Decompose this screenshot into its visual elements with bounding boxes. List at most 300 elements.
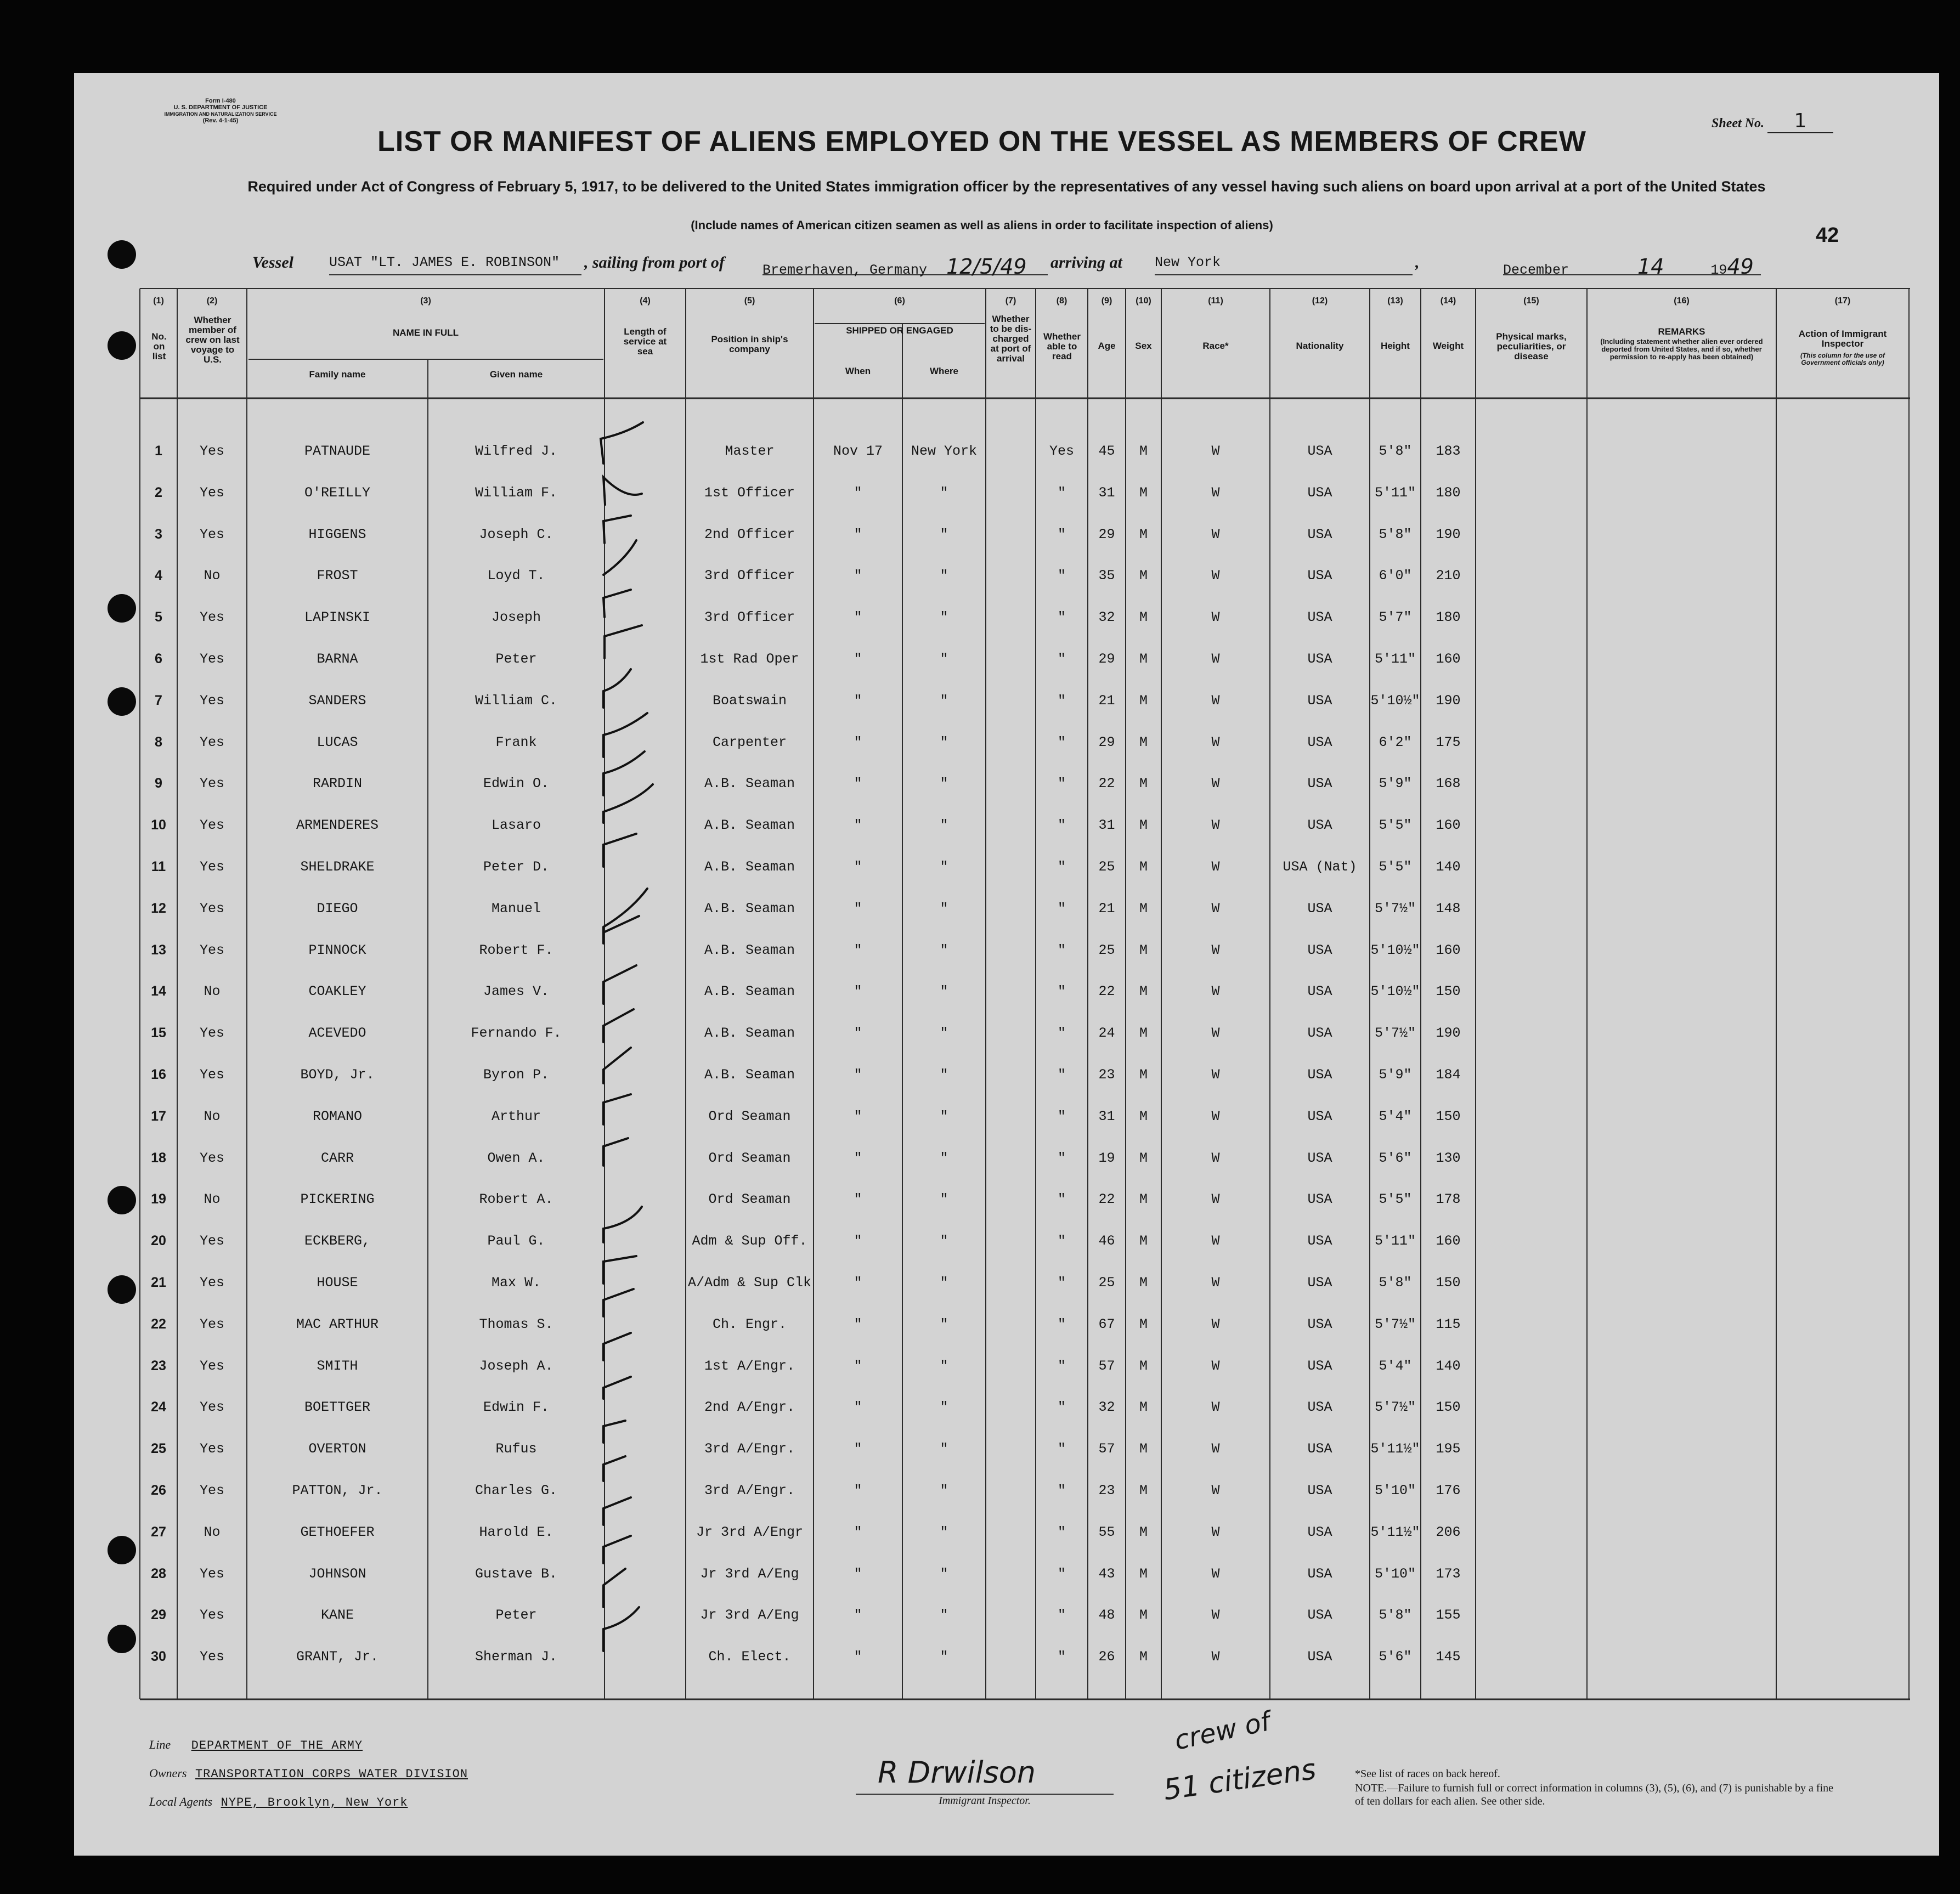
given-name: Wilfred J. <box>475 443 558 459</box>
sex: M <box>1139 1316 1148 1332</box>
shipped-where: " <box>940 1483 948 1499</box>
row-number: 12 <box>151 900 166 916</box>
family-name: HOUSE <box>317 1275 358 1291</box>
position: Carpenter <box>712 734 787 750</box>
given-name: Joseph <box>491 609 541 626</box>
family-name: PATTON, Jr. <box>292 1483 383 1499</box>
handwritten-crew-of: crew of <box>1172 1706 1273 1756</box>
race: W <box>1211 484 1220 501</box>
shipped-where: " <box>940 1150 948 1166</box>
weight: 160 <box>1436 817 1461 834</box>
weight: 183 <box>1436 443 1461 459</box>
nationality: USA <box>1307 651 1332 667</box>
nationality: USA <box>1307 900 1332 917</box>
col-num-14: (14) <box>1440 296 1456 306</box>
height: 5'9" <box>1379 776 1412 792</box>
able-to-read: " <box>1057 1649 1066 1665</box>
shipped-where: " <box>940 1316 948 1332</box>
height: 5'7½" <box>1374 1399 1416 1416</box>
age: 32 <box>1098 609 1115 626</box>
arrival-port: New York <box>1155 255 1413 275</box>
races-note: *See list of races on back hereof. <box>1355 1768 1500 1780</box>
shipped-where: " <box>940 734 948 750</box>
family-name: OVERTON <box>308 1441 366 1457</box>
row-number: 27 <box>151 1524 166 1540</box>
header-height: Height <box>1381 341 1410 351</box>
height: 5'11½" <box>1370 1441 1420 1457</box>
weight: 148 <box>1436 900 1461 917</box>
header-given-name: Given name <box>489 369 543 380</box>
sex: M <box>1139 900 1148 917</box>
given-name: Max W. <box>491 1275 541 1291</box>
weight: 140 <box>1436 859 1461 875</box>
shipped-when: " <box>854 609 862 626</box>
given-name: Charles G. <box>475 1483 558 1499</box>
family-name: GETHOEFER <box>300 1524 375 1540</box>
race: W <box>1211 1067 1220 1083</box>
shipped-where: " <box>940 568 948 584</box>
sex: M <box>1139 651 1148 667</box>
col-num-9: (9) <box>1101 296 1112 306</box>
race: W <box>1211 609 1220 626</box>
given-name: Fernando F. <box>471 1025 562 1042</box>
crew-last-voyage: No <box>204 568 221 584</box>
height: 5'10½" <box>1370 942 1420 958</box>
shipped-where: " <box>940 1191 948 1208</box>
position: A.B. Seaman <box>704 900 795 917</box>
position: 3rd A/Engr. <box>704 1441 795 1457</box>
sex: M <box>1139 1233 1148 1250</box>
weight: 130 <box>1436 1150 1461 1166</box>
height: 6'2" <box>1379 734 1412 750</box>
revision: (Rev. 4-1-45) <box>202 117 239 124</box>
able-to-read: " <box>1057 1025 1066 1042</box>
header-remarks: REMARKS <box>1658 326 1705 337</box>
row-number: 21 <box>151 1275 166 1290</box>
row-number: 4 <box>155 568 162 584</box>
crew-last-voyage: Yes <box>199 1025 224 1042</box>
able-to-read: " <box>1057 1607 1066 1624</box>
crew-last-voyage: Yes <box>199 1358 224 1374</box>
family-name: CARR <box>320 1150 354 1166</box>
sex: M <box>1139 1358 1148 1374</box>
shipped-when: " <box>854 1483 862 1499</box>
family-name: JOHNSON <box>308 1565 366 1582</box>
position: Ord Seaman <box>708 1108 791 1124</box>
line-value: DEPARTMENT OF THE ARMY <box>191 1739 363 1752</box>
header-where: Where <box>930 366 958 376</box>
family-name: BOETTGER <box>304 1399 371 1416</box>
given-name: Rufus <box>495 1441 537 1457</box>
handwritten-citizens: 51 citizens <box>1161 1752 1318 1807</box>
position: 2nd A/Engr. <box>704 1399 795 1416</box>
col-num-7: (7) <box>1005 296 1016 306</box>
owners-label: Owners <box>149 1766 187 1780</box>
inspector-label: Immigrant Inspector. <box>856 1794 1114 1807</box>
shipped-when: " <box>854 1316 862 1332</box>
row-number: 20 <box>151 1233 166 1249</box>
age: 57 <box>1098 1441 1115 1457</box>
age: 48 <box>1098 1607 1115 1624</box>
position: A.B. Seaman <box>704 817 795 834</box>
position: Adm & Sup Off. <box>692 1233 807 1250</box>
sex: M <box>1139 734 1148 750</box>
age: 22 <box>1098 1191 1115 1208</box>
row-number: 11 <box>151 859 166 874</box>
family-name: SHELDRAKE <box>300 859 375 875</box>
header-family-name: Family name <box>309 369 366 380</box>
race: W <box>1211 568 1220 584</box>
header-remarks-note: (Including statement whether alien ever ordered deported from United States, and if so, whether permission to re-apply has been obtained) <box>1600 337 1763 361</box>
shipped-when: " <box>854 568 862 584</box>
row-number: 16 <box>151 1067 166 1082</box>
age: 22 <box>1098 983 1115 1000</box>
given-name: Robert A. <box>479 1191 553 1208</box>
race: W <box>1211 1441 1220 1457</box>
shipped-when: " <box>854 1524 862 1540</box>
sex: M <box>1139 692 1148 709</box>
position: Jr 3rd A/Engr <box>696 1524 804 1540</box>
row-number: 28 <box>151 1565 166 1581</box>
able-to-read: " <box>1057 942 1066 958</box>
able-to-read: " <box>1057 900 1066 917</box>
row-number: 13 <box>151 942 166 958</box>
family-name: HIGGENS <box>308 526 366 542</box>
sheet-label: Sheet No. <box>1712 116 1764 131</box>
weight: 145 <box>1436 1649 1461 1665</box>
nationality: USA <box>1307 1233 1332 1250</box>
family-name: PATNAUDE <box>304 443 371 459</box>
shipped-when: " <box>854 1649 862 1665</box>
row-number: 26 <box>151 1483 166 1498</box>
sex: M <box>1139 1108 1148 1124</box>
line-label: Line <box>149 1738 171 1751</box>
height: 5'10½" <box>1370 983 1420 1000</box>
given-name: Peter D. <box>483 859 550 875</box>
family-name: MAC ARTHUR <box>296 1316 379 1332</box>
crew-last-voyage: Yes <box>199 443 224 459</box>
position: 3rd Officer <box>704 568 795 584</box>
able-to-read: " <box>1057 817 1066 834</box>
row-number: 9 <box>155 776 162 791</box>
crew-last-voyage: Yes <box>199 526 224 542</box>
nationality: USA <box>1307 1108 1332 1124</box>
nationality: USA <box>1307 1565 1332 1582</box>
header-action-inspector: Action of Immigrant Inspector <box>1798 329 1887 349</box>
able-to-read: " <box>1057 1524 1066 1540</box>
able-to-read: " <box>1057 734 1066 750</box>
sex: M <box>1139 817 1148 834</box>
penalty-note: NOTE.—Failure to furnish full or correct information in columns (3), (5), (6), and (7) is punishable by a fine of ten dollars for each alien. See other side. <box>1355 1782 1834 1807</box>
race: W <box>1211 900 1220 917</box>
nationality: USA <box>1307 1067 1332 1083</box>
family-name: COAKLEY <box>308 983 366 1000</box>
nationality: USA <box>1307 443 1332 459</box>
crew-last-voyage: Yes <box>199 651 224 667</box>
height: 5'5" <box>1379 1191 1412 1208</box>
crew-last-voyage: Yes <box>199 776 224 792</box>
position: 1st Officer <box>704 484 795 501</box>
shipped-when: " <box>854 776 862 792</box>
shipped-where: " <box>940 1275 948 1291</box>
weight: 190 <box>1436 1025 1461 1042</box>
able-to-read: " <box>1057 776 1066 792</box>
position: Ch. Engr. <box>712 1316 787 1332</box>
weight: 190 <box>1436 692 1461 709</box>
crew-last-voyage: No <box>204 1108 221 1124</box>
shipped-when: " <box>854 484 862 501</box>
height: 5'6" <box>1379 1150 1412 1166</box>
family-name: O'REILLY <box>304 484 371 501</box>
crew-last-voyage: Yes <box>199 484 224 501</box>
given-name: Peter <box>495 651 537 667</box>
able-to-read: " <box>1057 1399 1066 1416</box>
crew-last-voyage: Yes <box>199 1316 224 1332</box>
nationality: USA <box>1307 734 1332 750</box>
given-name: Harold E. <box>479 1524 553 1540</box>
weight: 195 <box>1436 1441 1461 1457</box>
weight: 150 <box>1436 1275 1461 1291</box>
crew-last-voyage: No <box>204 983 221 1000</box>
race: W <box>1211 443 1220 459</box>
col-num-15: (15) <box>1523 296 1539 306</box>
family-name: ARMENDERES <box>296 817 379 834</box>
race: W <box>1211 1191 1220 1208</box>
shipped-when: " <box>854 1025 862 1042</box>
weight: 184 <box>1436 1067 1461 1083</box>
given-name: Frank <box>495 734 537 750</box>
sex: M <box>1139 1150 1148 1166</box>
crew-last-voyage: Yes <box>199 609 224 626</box>
row-number: 8 <box>155 734 162 750</box>
shipped-where: " <box>940 1233 948 1250</box>
able-to-read: " <box>1057 1108 1066 1124</box>
nationality: USA <box>1307 1649 1332 1665</box>
able-to-read: " <box>1057 484 1066 501</box>
sex: M <box>1139 1067 1148 1083</box>
shipped-when: " <box>854 900 862 917</box>
crew-last-voyage: Yes <box>199 1275 224 1291</box>
nationality: USA <box>1307 942 1332 958</box>
family-name: ROMANO <box>312 1108 362 1124</box>
height: 5'11" <box>1374 651 1416 667</box>
header-action-note: (This column for the use of Government officials only) <box>1800 352 1885 366</box>
age: 21 <box>1098 692 1115 709</box>
shipped-where: " <box>940 651 948 667</box>
row-number: 15 <box>151 1025 166 1041</box>
agents-label: Local Agents <box>149 1795 213 1808</box>
sex: M <box>1139 484 1148 501</box>
race: W <box>1211 734 1220 750</box>
sex: M <box>1139 443 1148 459</box>
age: 35 <box>1098 568 1115 584</box>
able-to-read: " <box>1057 1441 1066 1457</box>
sex: M <box>1139 859 1148 875</box>
year-suffix: 49 <box>1727 255 1754 279</box>
shipped-where: " <box>940 983 948 1000</box>
inspector-signature: R Drwilson <box>878 1755 1036 1790</box>
col-num-17: (17) <box>1834 296 1851 306</box>
weight: 180 <box>1436 484 1461 501</box>
header-name-in-full: NAME IN FULL <box>393 327 459 338</box>
crew-last-voyage: Yes <box>199 859 224 875</box>
shipped-where: " <box>940 484 948 501</box>
position: Ord Seaman <box>708 1150 791 1166</box>
nationality: USA <box>1307 1025 1332 1042</box>
height: 5'11" <box>1374 484 1416 501</box>
check-marks <box>601 422 653 1651</box>
sex: M <box>1139 1025 1148 1042</box>
vessel-label: Vessel <box>252 253 293 272</box>
col-num-13: (13) <box>1387 296 1403 306</box>
row-number: 14 <box>151 983 166 999</box>
weight: 178 <box>1436 1191 1461 1208</box>
given-name: William F. <box>475 484 558 501</box>
crew-last-voyage: Yes <box>199 1441 224 1457</box>
sail-date: 12/5/49 <box>946 255 1027 279</box>
form-number: Form I-480 <box>205 98 236 104</box>
page-number: 42 <box>1816 224 1839 247</box>
shipped-when: " <box>854 1358 862 1374</box>
race: W <box>1211 983 1220 1000</box>
shipped-when: " <box>854 817 862 834</box>
position: 1st A/Engr. <box>704 1358 795 1374</box>
footer-agents <box>149 1795 408 1810</box>
position: A.B. Seaman <box>704 776 795 792</box>
able-to-read: " <box>1057 859 1066 875</box>
able-to-read: " <box>1057 983 1066 1000</box>
age: 46 <box>1098 1233 1115 1250</box>
age: 32 <box>1098 1399 1115 1416</box>
weight: 168 <box>1436 776 1461 792</box>
shipped-when: " <box>854 1191 862 1208</box>
sex: M <box>1139 1607 1148 1624</box>
col-num-10: (10) <box>1136 296 1151 306</box>
crew-last-voyage: No <box>204 1191 221 1208</box>
shipped-when: " <box>854 1565 862 1582</box>
crew-last-voyage: Yes <box>199 1067 224 1083</box>
race: W <box>1211 942 1220 958</box>
subtitle: Required under Act of Congress of February 5, 1917, to be delivered to the United States immigration officer by the representatives of any vessel having such aliens on board upon arrival at a port of the United States <box>247 178 1766 195</box>
shipped-where: " <box>940 776 948 792</box>
col-num-6: (6) <box>894 296 905 306</box>
nationality: USA <box>1307 484 1332 501</box>
sheet-value: 1 <box>1767 110 1833 133</box>
race: W <box>1211 651 1220 667</box>
col-num-3: (3) <box>420 296 431 306</box>
given-name: Edwin O. <box>483 776 550 792</box>
able-to-read: " <box>1057 1067 1066 1083</box>
header-discharged: Whether to be dis-charged at port of arrival <box>990 314 1032 364</box>
weight: 206 <box>1436 1524 1461 1540</box>
position: A/Adm & Sup Clk <box>687 1275 812 1291</box>
sex: M <box>1139 942 1148 958</box>
able-to-read: " <box>1057 692 1066 709</box>
shipped-where: " <box>940 900 948 917</box>
family-name: RARDIN <box>312 776 362 792</box>
age: 29 <box>1098 651 1115 667</box>
able-to-read: " <box>1057 609 1066 626</box>
race: W <box>1211 692 1220 709</box>
race: W <box>1211 1358 1220 1374</box>
col-num-5: (5) <box>744 296 755 306</box>
crew-last-voyage: Yes <box>199 692 224 709</box>
nationality: USA <box>1307 1191 1332 1208</box>
arrival-month: December <box>1503 262 1569 278</box>
shipped-where: " <box>940 859 948 875</box>
given-name: Robert F. <box>479 942 553 958</box>
shipped-when: " <box>854 1607 862 1624</box>
shipped-when: " <box>854 1108 862 1124</box>
shipped-where: " <box>940 692 948 709</box>
shipped-where: " <box>940 1358 948 1374</box>
height: 5'8" <box>1379 526 1412 542</box>
family-name: LAPINSKI <box>304 609 371 626</box>
position: Ch. Elect. <box>708 1649 791 1665</box>
sex: M <box>1139 1649 1148 1665</box>
family-name: LUCAS <box>317 734 358 750</box>
given-name: Byron P. <box>483 1067 550 1083</box>
age: 23 <box>1098 1067 1115 1083</box>
family-name: PICKERING <box>300 1191 375 1208</box>
sex: M <box>1139 983 1148 1000</box>
family-name: SMITH <box>317 1358 358 1374</box>
col-num-11: (11) <box>1208 296 1223 306</box>
shipped-when: " <box>854 692 862 709</box>
header-shipped-engaged: SHIPPED OR ENGAGED <box>846 325 953 336</box>
header-age: Age <box>1098 341 1116 351</box>
sex: M <box>1139 568 1148 584</box>
nationality: USA <box>1307 1483 1332 1499</box>
given-name: Edwin F. <box>483 1399 550 1416</box>
sex: M <box>1139 1483 1148 1499</box>
age: 25 <box>1098 942 1115 958</box>
nationality: USA <box>1307 1607 1332 1624</box>
page-title: LIST OR MANIFEST OF ALIENS EMPLOYED ON THE VESSEL AS MEMBERS OF CREW <box>377 126 1586 157</box>
race: W <box>1211 1275 1220 1291</box>
sex: M <box>1139 776 1148 792</box>
age: 67 <box>1098 1316 1115 1332</box>
nationality: USA (Nat) <box>1283 859 1357 875</box>
nationality: USA <box>1307 568 1332 584</box>
row-number: 3 <box>155 526 162 542</box>
able-to-read: " <box>1057 568 1066 584</box>
able-to-read: " <box>1057 1150 1066 1166</box>
height: 6'0" <box>1379 568 1412 584</box>
arriving-label: arriving at <box>1050 253 1122 272</box>
race: W <box>1211 1565 1220 1582</box>
shipped-where: New York <box>911 443 978 459</box>
height: 5'10½" <box>1370 692 1420 709</box>
position: 3rd Officer <box>704 609 795 626</box>
sailing-label: , sailing from port of <box>584 253 725 272</box>
nationality: USA <box>1307 1316 1332 1332</box>
position: 2nd Officer <box>704 526 795 542</box>
shipped-where: " <box>940 1565 948 1582</box>
crew-last-voyage: Yes <box>199 900 224 917</box>
given-name: Loyd T. <box>487 568 545 584</box>
shipped-when: " <box>854 1067 862 1083</box>
age: 25 <box>1098 859 1115 875</box>
shipped-where: " <box>940 526 948 542</box>
departure-port-text: Bremerhaven, Germany <box>762 262 928 278</box>
shipped-when: " <box>854 1441 862 1457</box>
race: W <box>1211 1025 1220 1042</box>
sex: M <box>1139 1524 1148 1540</box>
nationality: USA <box>1307 1399 1332 1416</box>
shipped-where: " <box>940 1649 948 1665</box>
race: W <box>1211 1233 1220 1250</box>
